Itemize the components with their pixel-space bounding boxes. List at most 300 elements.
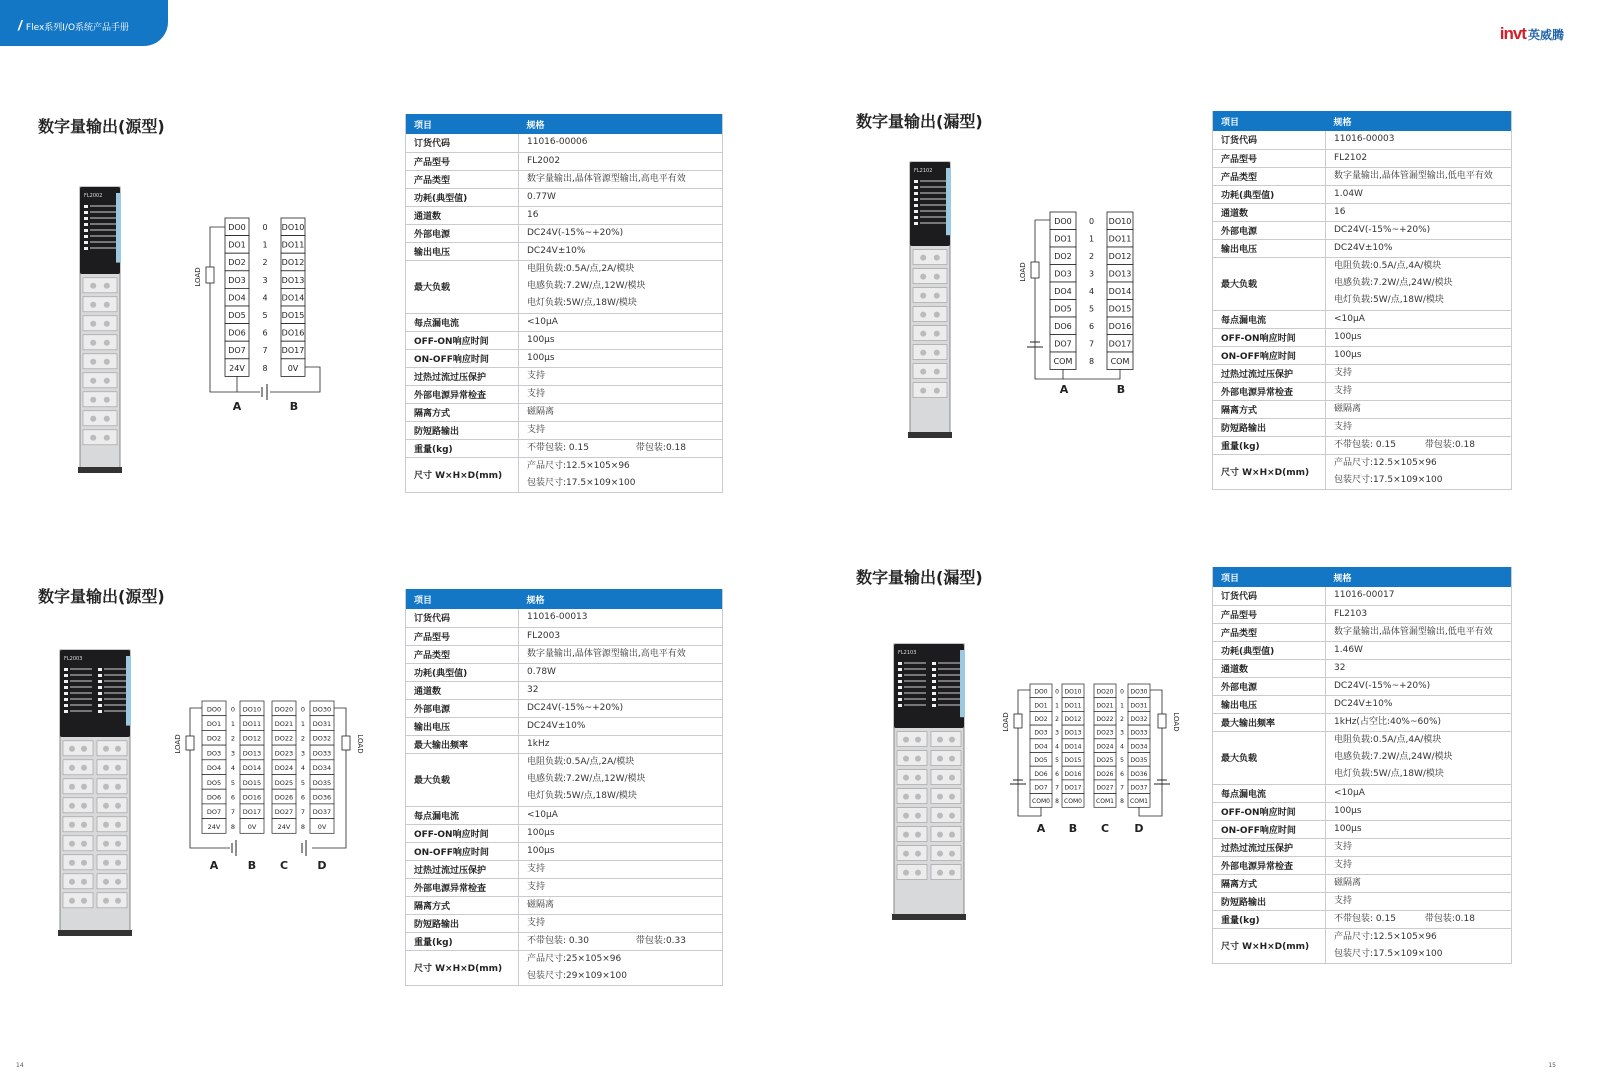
terminal-block [97,874,127,889]
status-led [98,704,102,707]
spec-value [1326,928,1512,963]
spec-table [405,114,723,493]
din-rail-clip [908,432,952,438]
terminal-label: DO5 [1034,757,1048,765]
spec-value-line: 11016-00003 [1334,134,1395,145]
spec-row [1213,185,1512,203]
spec-value-line: <10μA [527,809,558,820]
spec-key: 产品型号 [406,152,519,170]
spec-key: 过热过流过压保护 [406,860,519,878]
terminal-number: 4 [230,764,236,773]
spec-key: 产品类型 [1213,623,1326,641]
manual-title-tab [0,0,168,46]
terminal-screw [934,274,940,280]
terminal-label: COM1 [1130,798,1148,806]
terminal-label: DO2 [228,258,246,268]
spec-key: 功耗(典型值) [1213,185,1326,203]
terminal-number: 2 [262,258,268,268]
terminal-block [97,760,127,775]
spec-value-line: 支持 [527,917,546,928]
column-letter: A [209,859,219,872]
terminal-block [83,316,117,331]
status-led [98,710,102,713]
terminal-block [897,770,927,785]
led-label [938,698,960,700]
spec-row [406,699,723,717]
spec-value-line: 100μs [1334,823,1362,834]
terminal-block [97,836,127,851]
terminal-number: 2 [300,734,306,743]
spec-key: OFF-ON响应时间 [406,331,519,349]
spec-key: 产品类型 [406,645,519,663]
terminal-label: DO2 [1054,251,1072,261]
led-label [938,686,960,688]
spec-value [519,170,723,188]
terminal-screw [90,321,96,327]
spec-value-line: 电阻负载:0.5A/点,4A/模块 [1334,261,1442,271]
column-letter: A [1036,822,1046,835]
col-header-spec: 规格 [1326,111,1512,131]
status-led [898,668,902,671]
spec-value [1326,346,1512,364]
terminal-screw [915,832,921,838]
spec-key: 最大输出频率 [1213,713,1326,731]
terminal-label: DO24 [274,764,294,773]
terminal-label: DO7 [228,346,246,356]
led-label [70,686,92,688]
status-led [898,674,902,677]
terminal-number: 1 [1055,702,1059,710]
spec-value-line: 数字量输出,晶体管漏型输出,低电平有效 [1334,170,1493,181]
terminal-number: 3 [1088,269,1095,279]
spec-row [1213,149,1512,167]
terminal-screw [915,870,921,876]
terminal-screw [903,851,909,857]
terminal-number: 6 [1088,321,1095,331]
spec-key: 重量(kg) [1213,436,1326,454]
spec-value-line: DC24V(-15%~+20%) [527,702,624,713]
terminal-screw [934,369,940,375]
terminal-screw [69,841,75,847]
terminal-number: 7 [1120,784,1124,792]
status-led [84,217,88,220]
spec-row [1213,346,1512,364]
terminal-label: COM0 [1032,798,1050,806]
status-led [64,674,68,677]
spec-value [1326,185,1512,203]
terminal-block [897,865,927,880]
spec-value-line: 11016-00017 [1334,590,1395,601]
terminal-label: DO0 [1054,216,1072,226]
terminal-label: DO12 [1064,715,1082,723]
terminal-screw [104,340,110,346]
spec-key: 每点漏电流 [1213,784,1326,802]
spec-row [1213,838,1512,856]
module-model-label: FL2103 [898,650,917,656]
spec-value-line: 支持 [1334,385,1353,396]
spec-value-line: 100μs [527,334,555,345]
spec-key: 功耗(典型值) [1213,641,1326,659]
spec-value [1326,731,1512,784]
terminal-block [63,855,93,870]
spec-key: 外部电源 [406,224,519,242]
wiring-diagram [170,696,370,876]
spec-row [406,645,723,663]
spec-value [519,896,723,914]
spec-key: 外部电源 [1213,221,1326,239]
status-led [64,704,68,707]
spec-value-packaged: 带包装:0.18 [1424,913,1475,924]
terminal-label: DO3 [228,275,246,285]
terminal-label: DO11 [242,719,262,728]
terminal-screw [903,737,909,743]
spec-value-line: 电感负载:7.2W/点,12W/模块 [527,281,646,291]
terminal-label: DO22 [274,734,294,743]
terminal-screw [115,803,121,809]
terminal-label: 24V [277,822,291,831]
spec-value-line: 支持 [1334,859,1353,870]
spec-row [406,717,723,735]
terminal-screw [920,388,926,394]
spec-row [406,313,723,331]
spec-table [1212,567,1512,964]
terminal-label: DO15 [1064,757,1082,765]
terminal-screw [915,851,921,857]
spec-key: 最大负载 [406,260,519,313]
terminal-screw [81,784,87,790]
terminal-screw [949,794,955,800]
terminal-block [897,789,927,804]
spec-value [1326,149,1512,167]
spec-value [1326,454,1512,489]
terminal-label: DO16 [242,793,262,802]
terminal-label: DO16 [1064,770,1082,778]
terminal-screw [69,898,75,904]
spec-key: 每点漏电流 [1213,310,1326,328]
spec-row [1213,400,1512,418]
load-symbol [1014,714,1022,728]
spec-value-line: 支持 [527,388,546,399]
terminal-screw [903,870,909,876]
terminal-number: 0 [1088,216,1095,226]
spec-value-line: 不带包装: 0.15 [527,442,589,453]
terminal-label: DO27 [1096,784,1114,792]
terminal-label: DO6 [1054,321,1072,331]
spec-key: 通道数 [406,206,519,224]
terminal-label: DO4 [1054,286,1072,296]
terminal-block [83,335,117,350]
spec-key: 产品型号 [406,627,519,645]
terminal-screw [915,756,921,762]
column-letter: D [317,859,327,872]
spec-key: 通道数 [1213,659,1326,677]
spec-value-line: DC24V±10% [527,720,586,731]
terminal-screw [903,775,909,781]
led-label [70,710,92,712]
status-led [84,241,88,244]
terminal-screw [949,775,955,781]
spec-value [1326,713,1512,731]
terminal-label: DO15 [281,310,305,320]
led-label [104,692,126,694]
terminal-number: 1 [230,719,236,728]
terminal-number: 5 [1088,304,1095,314]
terminal-label: DO33 [312,749,332,758]
terminal-screw [104,416,110,422]
din-rail-clip [892,914,966,920]
spec-value [1326,131,1512,149]
section-title: 数字量输出(源型) [38,587,165,606]
terminal-block [83,278,117,293]
spec-key: ON-OFF响应时间 [406,349,519,367]
spec-value-line: 1kHz [527,738,550,749]
led-label [938,668,960,670]
terminal-label: DO5 [1054,304,1072,314]
terminal-number: 2 [1055,715,1059,723]
spec-value-line: 磁隔离 [1334,403,1362,414]
terminal-block [83,430,117,445]
led-label [90,205,116,207]
spec-value-line: 1.46W [1334,644,1363,655]
terminal-label: DO35 [312,778,332,787]
spec-value [1326,623,1512,641]
spec-key: 订货代码 [1213,131,1326,149]
terminal-screw [920,312,926,318]
terminal-number: 0 [1055,688,1059,696]
terminal-block [97,779,127,794]
spec-value-line: 支持 [1334,367,1353,378]
terminal-screw [69,822,75,828]
spec-key: 产品类型 [1213,167,1326,185]
terminal-block [931,808,961,823]
spec-value-line: 电感负载:7.2W/点,12W/模块 [527,774,646,784]
terminal-number: 3 [1120,729,1124,737]
terminal-screw [81,746,87,752]
spec-value-line: DC24V±10% [1334,242,1393,253]
spec-value-line: 支持 [527,424,546,435]
terminal-label: DO10 [1064,688,1082,696]
spec-value-line: 包装尺寸:17.5×109×100 [527,477,636,488]
spec-value [1326,802,1512,820]
spec-value [1326,677,1512,695]
spec-value-line: 数字量输出,晶体管源型输出,高电平有效 [527,173,686,184]
terminal-label: 0V [287,363,299,373]
terminal-label: DO12 [1108,251,1132,261]
spec-row [406,331,723,349]
spec-value-line: 支持 [527,863,546,874]
terminal-screw [104,397,110,403]
load-symbol [186,736,194,750]
terminal-label: 0V [247,822,257,831]
brand-name: invt [1499,24,1526,43]
terminal-block [63,836,93,851]
terminal-screw [103,841,109,847]
spec-value [1326,400,1512,418]
terminal-screw [934,350,940,356]
status-led [932,662,936,665]
spec-value [519,753,723,806]
spec-value-line: 电感负载:7.2W/点,24W/模块 [1334,752,1453,762]
spec-value [1326,328,1512,346]
terminal-label: 24V [207,822,221,831]
led-label [904,668,926,670]
led-label [920,222,946,224]
column-letter: B [247,859,257,872]
terminal-label: COM1 [1096,798,1114,806]
spec-value-line: <10μA [1334,787,1365,798]
spec-value [1326,784,1512,802]
spec-value-line: DC24V±10% [1334,698,1393,709]
terminal-number: 7 [300,808,306,817]
spec-key: 输出电压 [1213,695,1326,713]
terminal-block [931,751,961,766]
terminal-screw [934,331,940,337]
status-led [98,698,102,701]
spec-row [1213,695,1512,713]
led-label [70,680,92,682]
spec-value [519,152,723,170]
terminal-block [97,798,127,813]
terminal-screw [81,765,87,771]
spec-value-line: 1kHz(占空比:40%~60%) [1334,716,1442,727]
spec-value [519,950,723,985]
terminal-screw [949,813,955,819]
spec-key: 重量(kg) [406,439,519,457]
spec-value [1326,167,1512,185]
terminal-screw [81,803,87,809]
terminal-block [97,855,127,870]
terminal-label: DO1 [228,240,246,250]
spec-value [519,914,723,932]
load-label: LOAD [194,267,202,287]
column-letter-b: B [289,400,299,413]
spec-key: OFF-ON响应时间 [1213,328,1326,346]
terminal-screw [81,898,87,904]
terminal-block [63,741,93,756]
terminal-block [97,817,127,832]
spec-key: 外部电源异常检查 [406,385,519,403]
status-led [64,698,68,701]
led-label [104,710,126,712]
spec-value [519,313,723,331]
spec-key: 防短路输出 [406,421,519,439]
spec-value-line: 100μs [1334,349,1362,360]
col-header-item: 项目 [1213,111,1326,131]
terminal-number: 6 [1055,770,1059,778]
spec-value-line: DC24V(-15%~+20%) [1334,224,1431,235]
terminal-screw [115,860,121,866]
load-label: LOAD [1019,262,1027,282]
spec-row [406,421,723,439]
terminal-screw [81,841,87,847]
spec-value [1326,221,1512,239]
status-led [84,235,88,238]
terminal-screw [69,746,75,752]
status-led [914,198,918,201]
module-model-label: FL2002 [84,193,103,199]
terminal-label: DO23 [1096,729,1114,737]
spec-value [1326,641,1512,659]
spec-value-line: 100μs [1334,805,1362,816]
terminal-label: DO13 [1064,729,1082,737]
spec-row [406,735,723,753]
terminal-screw [903,794,909,800]
spec-key: 功耗(典型值) [406,188,519,206]
led-label [938,692,960,694]
terminal-label: DO21 [1096,702,1114,710]
terminal-label: DO37 [312,808,332,817]
led-label [104,674,126,676]
spec-row [1213,623,1512,641]
terminal-screw [90,283,96,289]
col-header-spec: 规格 [1326,567,1512,587]
terminal-screw [104,359,110,365]
spec-key: 外部电源异常检查 [406,878,519,896]
status-led [898,698,902,701]
spec-value [519,627,723,645]
spec-key: 隔离方式 [406,896,519,914]
spec-row [1213,239,1512,257]
terminal-screw [934,388,940,394]
spec-value [519,457,723,492]
status-led [932,674,936,677]
manual-title: Flex系列I/O系统产品手册 [25,23,130,33]
spec-key: 尺寸 W×H×D(mm) [1213,928,1326,963]
device-image [76,185,126,475]
spec-key: 防短路输出 [1213,892,1326,910]
terminal-label: DO2 [1034,715,1048,723]
terminal-number: 5 [262,310,268,320]
spec-value [1326,418,1512,436]
terminal-block [931,789,961,804]
terminal-screw [103,784,109,790]
spec-key: 最大负载 [1213,731,1326,784]
terminal-label: 0V [317,822,327,831]
brand-name-cn: 英威腾 [1527,28,1564,42]
module-side-stripe [126,656,131,726]
spec-value-line: <10μA [1334,313,1365,324]
terminal-label: DO4 [206,764,222,773]
spec-row [1213,641,1512,659]
terminal-label: DO16 [281,328,305,338]
terminal-label: DO2 [206,734,222,743]
terminal-label: DO3 [1034,729,1048,737]
terminal-number: 1 [1088,234,1095,244]
terminal-label: DO21 [274,719,294,728]
spec-key: 输出电压 [1213,239,1326,257]
spec-key: 最大负载 [406,753,519,806]
spec-value-line: 电灯负载:5W/点,18W/模块 [1334,295,1444,305]
spec-value [1326,382,1512,400]
terminal-label: DO36 [1130,770,1148,778]
status-led [932,698,936,701]
terminal-label: DO32 [1130,715,1148,723]
terminal-screw [90,416,96,422]
terminal-number: 6 [262,328,268,338]
status-led [898,680,902,683]
terminal-number: 2 [1088,251,1095,261]
spec-value [519,403,723,421]
terminal-label: DO14 [281,293,305,303]
terminal-label: DO7 [1034,784,1048,792]
terminal-screw [920,274,926,280]
spec-value [519,260,723,313]
terminal-label: DO27 [274,808,294,817]
col-header-item: 项目 [1213,567,1326,587]
terminal-block [931,770,961,785]
terminal-label: DO0 [228,222,246,232]
com-wire [1063,369,1120,379]
